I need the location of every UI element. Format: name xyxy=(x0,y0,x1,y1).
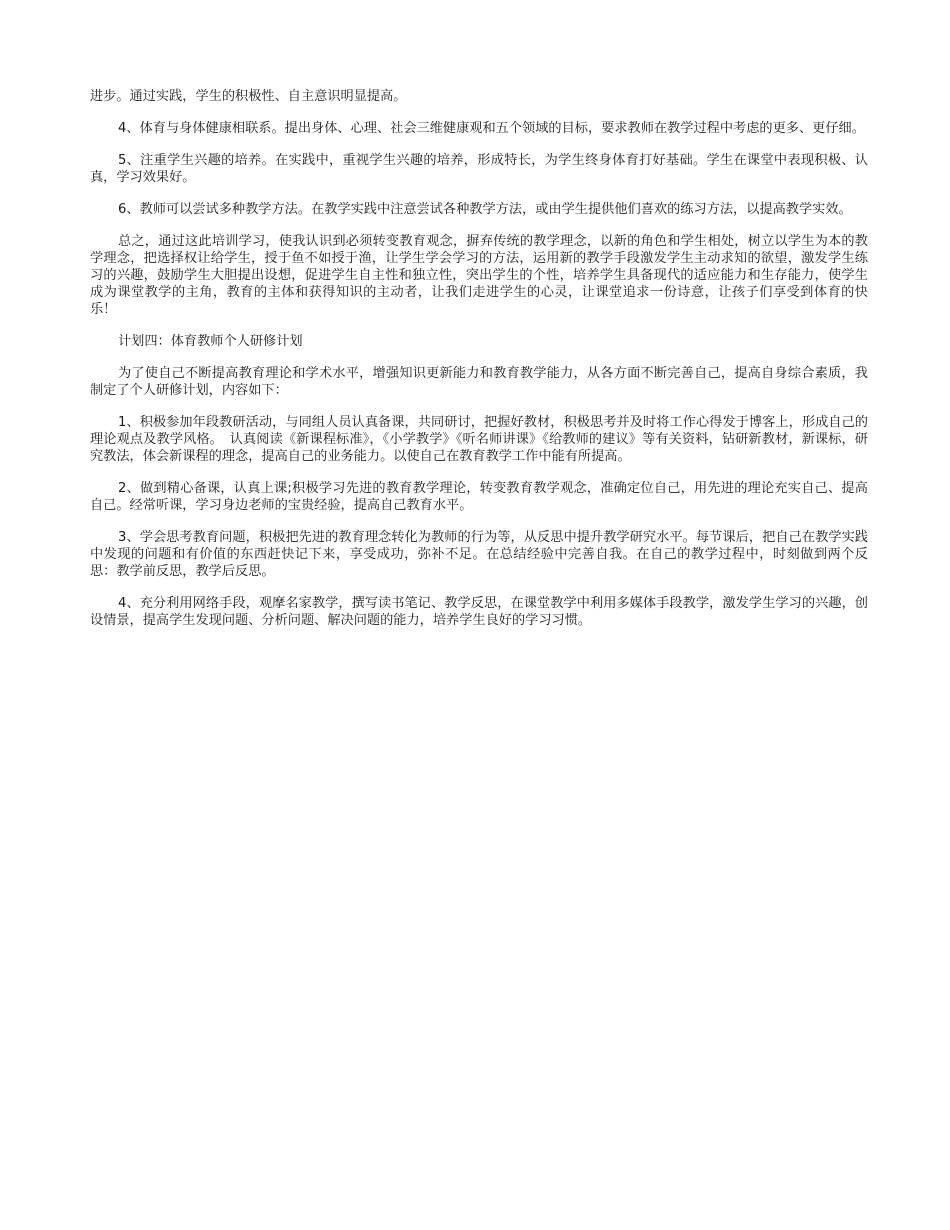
paragraph-plan-item-2: 2、做到精心备课，认真上课;积极学习先进的教育教学理论，转变教育教学观念，准确定位自己，用先进的理论充实自己、提高自己。经常听课，学习身边老师的宝贵经验，提高自己教育水平。 xyxy=(90,481,868,513)
paragraph-summary: 总之，通过这此培训学习，使我认识到必须转变教育观念，摒弃传统的教学理念，以新的角色和学生相处，树立以学生为本的教学理念，把选择权让给学生，授于鱼不如授于渔，让学生学会学习的方法，运用新的教学手段激发学生主动求知的欲望，激发学生练习的兴趣，鼓励学生大胆提出设想，促进学生自主性和独立性，突出学生的个性，培养学生具备现代的适应能力和生存能力，使学生成为课堂教学的主角，教育的主体和获得知识的主动者，让我们走进学生的心灵，让课堂追求一份诗意，让孩子们享受到体育的快乐！ xyxy=(90,234,868,317)
paragraph-item-6: 6、教师可以尝试多种教学方法。在教学实践中注意尝试各种教学方法，或由学生提供他们喜欢的练习方法，以提高教学实效。 xyxy=(118,202,852,217)
section-heading-plan-four: 计划四：体育教师个人研修计划 xyxy=(118,334,303,349)
document-page xyxy=(90,88,868,644)
paragraph-plan-item-3: 3、学会思考教育问题，积极把先进的教育理念转化为教师的行为等，从反思中提升教学研究水平。每节课后，把自己在教学实践中发现的问题和有价值的东西赶快记下来，享受成功，弥补不足。在总结经验中完善自我。在自己的教学过程中，时刻做到两个反思：教学前反思，教学后反思。 xyxy=(90,530,868,579)
paragraph-continuation: 进步。通过实践，学生的积极性、自主意识明显提高。 xyxy=(90,89,407,104)
paragraph-item-4: 4、体育与身体健康相联系。提出身体、心理、社会三维健康观和五个领域的目标，要求教师在教学过程中考虑的更多、更仔细。 xyxy=(118,121,865,136)
paragraph-plan-intro: 为了使自己不断提高教育理论和学术水平，增强知识更新能力和教育教学能力，从各方面不断完善自己，提高自身综合素质，我制定了个人研修计划，内容如下： xyxy=(90,366,868,398)
paragraph-plan-item-4: 4、充分利用网络手段，观摩名家教学，撰写读书笔记、教学反思，在课堂教学中利用多媒体手段教学，激发学生学习的兴趣，创设情景，提高学生发现问题、分析问题、解决问题的能力，培养学生良好的学习习惯。 xyxy=(90,596,868,628)
paragraph-plan-item-1: 1、积极参加年段教研活动，与同组人员认真备课，共同研讨，把握好教材，积极思考并及时将工作心得发于博客上，形成自己的理论观点及教学风格。 认真阅读《新课程标准》，《小学教学》《听名师讲课》《给教师的建议》等有关资料，钻研新教材，新课标，研究教法，体会新课程的理念，提高自己的业务能力。以使自己在教育教学工作中能有所提高。 xyxy=(90,415,868,464)
paragraph-item-5: 5、注重学生兴趣的培养。在实践中，重视学生兴趣的培养，形成特长，为学生终身体育打好基础。学生在课堂中表现积极、认真，学习效果好。 xyxy=(90,153,868,185)
